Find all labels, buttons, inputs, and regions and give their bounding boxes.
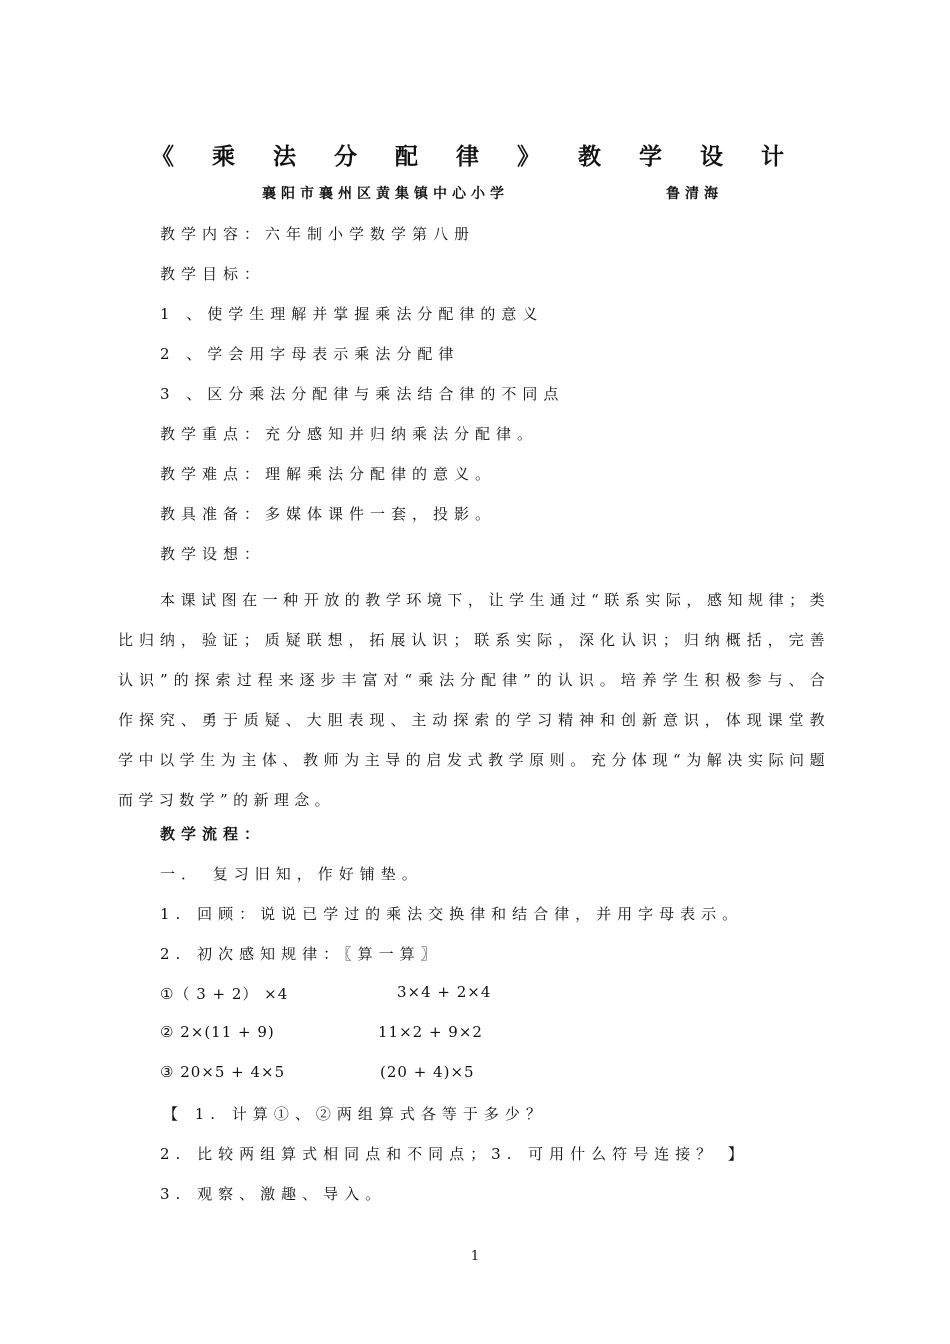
page-title: 《 乘 法 分 配 律 》 教 学 设 计 xyxy=(150,143,800,170)
teaching-goals-heading: 教学目标： xyxy=(160,265,266,283)
page-number: 1 xyxy=(470,1249,480,1264)
teaching-focus: 教学重点：充分感知并归纳乘法分配律。 xyxy=(160,425,539,443)
exercise-left: ③ 20×5 + 4×5 xyxy=(160,1063,286,1081)
teaching-content: 教学内容：六年制小学数学第八册 xyxy=(160,225,476,243)
teaching-difficulty: 教学难点：理解乘法分配律的意义。 xyxy=(160,465,497,483)
exercise-right: (20 + 4)×5 xyxy=(380,1063,475,1081)
task-line: 【 1. 计算①、②两组算式各等于多少？ xyxy=(163,1105,547,1123)
teaching-idea-heading: 教学设想： xyxy=(160,545,266,563)
school-name: 襄阳市襄州区黄集镇中心小学 xyxy=(262,186,509,202)
goal-item: 2 、学会用字母表示乘法分配律 xyxy=(160,345,460,363)
exercise-right: 11×2 + 9×2 xyxy=(378,1023,483,1041)
exercise-left: ② 2×(11 + 9) xyxy=(160,1023,275,1041)
teaching-tools: 教具准备：多媒体课件一套，投影。 xyxy=(160,505,497,523)
flow-step: 1. 回顾：说说已学过的乘法交换律和结合律，并用字母表示。 xyxy=(160,905,744,923)
task-line: 3. 观察、激趣、导入。 xyxy=(160,1185,387,1203)
goal-item: 3 、区分乘法分配律与乘法结合律的不同点 xyxy=(160,385,565,403)
exercise-right: 3×4 + 2×4 xyxy=(397,983,492,1001)
flow-section: 一． 复习旧知，作好铺垫。 xyxy=(160,865,423,883)
teaching-idea-paragraph: 本课试图在一种开放的教学环境下，让学生通过“联系实际，感知规律；类比归纳，验证；质疑联想，拓展认识；联系实际，深化认识；归纳概括，完善认识”的探索过程来逐步丰富对“乘法分配律”的认识。培养学生积极参与、合作探究、勇于质疑、大胆表现、主动探索的学习精神和创新意识，体现课堂教学中以学生为主体、教师为主导的启发式教学原则。充分体现“为解决实际问题而学习数学”的新理念。 xyxy=(118,591,830,809)
task-line: 2. 比较两组算式相同点和不同点；3. 可用什么符号连接？ 】 xyxy=(160,1145,749,1163)
exercise-left: ①（ 3 + 2） ×4 xyxy=(160,985,289,1003)
author-name: 鲁清海 xyxy=(666,186,723,202)
goal-item: 1 、使学生理解并掌握乘法分配律的意义 xyxy=(160,305,544,323)
flow-heading: 教学流程： xyxy=(160,825,266,843)
flow-step: 2. 初次感知规律：〖算一算〗 xyxy=(160,945,442,963)
